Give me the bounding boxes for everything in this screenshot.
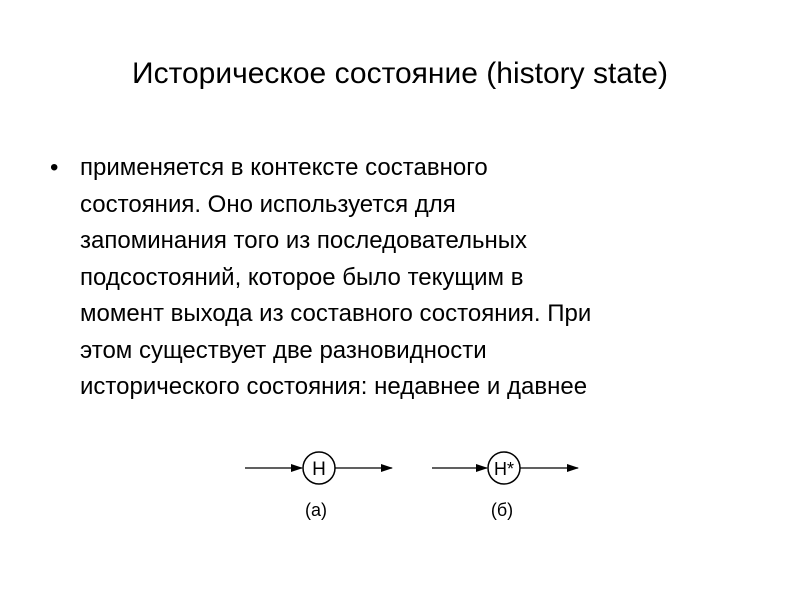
history-state-symbol-b: H*	[493, 459, 515, 479]
bullet-text-line: запоминания того из последовательных	[80, 227, 528, 254]
bullet-text-line: момент выхода из составного состояния. При	[80, 300, 592, 327]
deep-history-group	[432, 452, 578, 520]
bullet-text-line: подсостояний, которое было текущим в	[80, 263, 524, 291]
bullet-line-2	[50, 187, 760, 224]
history-state-symbol-a: H	[312, 459, 326, 480]
bullet-line-7	[50, 369, 760, 406]
caption-a: (a)	[305, 500, 327, 520]
bullet-line-1	[50, 150, 760, 187]
bullet-line-4	[50, 260, 760, 297]
history-state-diagram	[240, 440, 600, 530]
bullet-text-line: исторического состояния: недавнее и давнее	[80, 373, 588, 400]
bullet-text-line: этом существует две разновидности	[80, 336, 487, 364]
bullet-line-5	[50, 296, 760, 333]
bullet-item	[50, 150, 760, 406]
bullet-line-3	[50, 223, 760, 260]
bullet-text-line: применяется в контексте составного	[80, 154, 488, 181]
caption-b: (б)	[490, 500, 514, 520]
slide-title: Историческое состояние (history state)	[132, 57, 668, 90]
bullet-line-6	[50, 333, 760, 370]
bullet-text-line: состояния. Оно используется для	[80, 190, 456, 218]
shallow-history-group	[245, 452, 392, 520]
bullet-marker: •	[50, 154, 59, 181]
